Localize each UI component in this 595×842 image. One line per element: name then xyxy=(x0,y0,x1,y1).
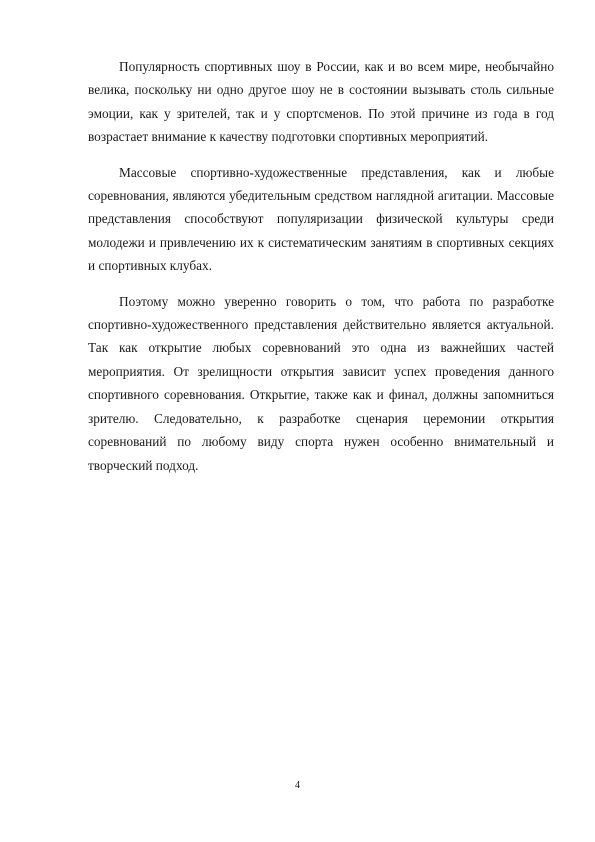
paragraph-1: Популярность спортивных шоу в России, как и во всем мире, необычайно велика, поскольку ни одно другое шоу не в состоянии вызывать столь сильные эмоции, как у зрителей, так и у спортсменов. По этой причине из года в год возрастает внимание к качеству подготовки спортивных мероприятий. xyxy=(88,59,554,145)
document-body xyxy=(88,55,554,489)
paragraph-2: Массовые спортивно-художественные представления, как и любые соревнования, являются убедительным средством наглядной агитации. Массовые представления способствуют популяризации физической культуры среди молодежи и привлечению их к систематическим занятиям в спортивных секциях и спортивных клубах. xyxy=(88,164,554,274)
paragraph-3: Поэтому можно уверенно говорить о том, что работа по разработке спортивно-художественного представления действительно является актуальной. Так как открытие любых соревнований это одна из важнейших частей мероприятия. От зрелищности открытия зависит успех проведения данного спортивного соревнования. Открытие, также как и финал, должны запомниться зрителю. Следовательно, к разработке сценария церемонии открытия соревнований по любому виду спорта нужен особенно внимательный и творческий подход. xyxy=(88,293,554,473)
page-number: 4 xyxy=(295,780,300,791)
